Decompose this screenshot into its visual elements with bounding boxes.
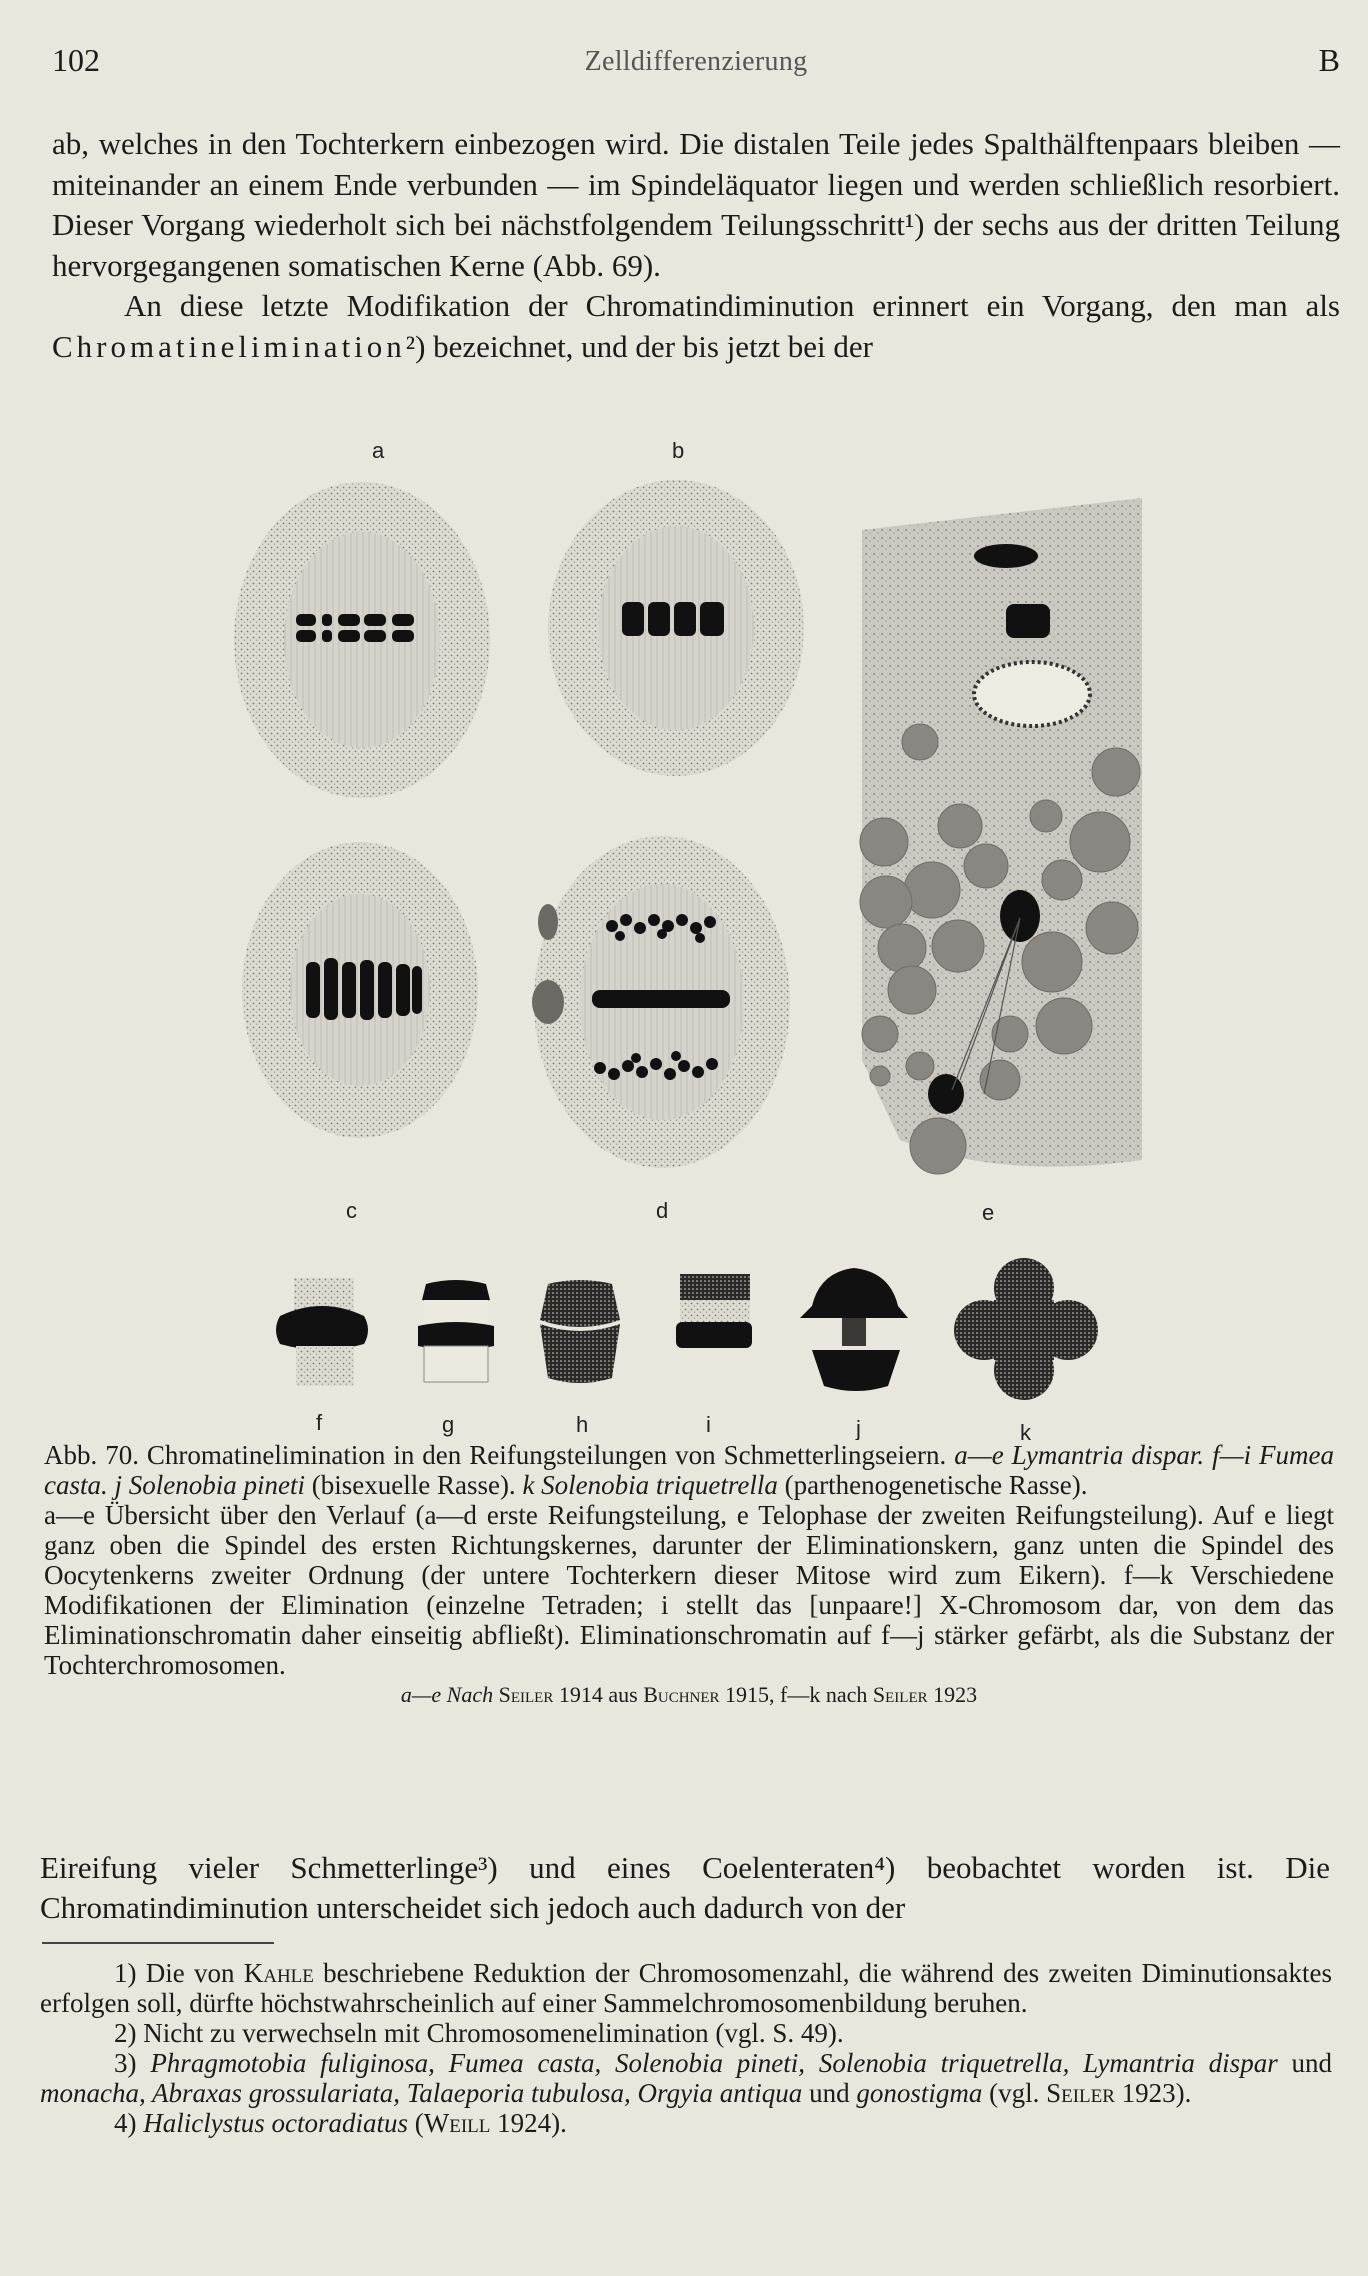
figure-label-f: f <box>316 1410 323 1435</box>
cell-a <box>234 482 490 798</box>
figure-label-a: a <box>372 438 385 463</box>
running-title: Zelldifferenzierung <box>584 46 808 77</box>
body-text <box>52 124 1340 367</box>
footnote-rule <box>42 1942 274 1944</box>
figure-label-b: b <box>672 438 685 463</box>
cell-f <box>276 1278 368 1386</box>
footnote-3: 3) Phragmotobia fuliginosa, Fumea casta, Solenobia pineti, Solenobia triquetrella, Lymantria dispar und monacha, Abraxas grossulariata, Talaeporia tubulosa, Orgyia antiqua und gonostigma (vgl. Seiler 1923). <box>40 2048 1333 2108</box>
cell-k <box>954 1258 1098 1400</box>
term-chromatinelimination: Chromatinelimination <box>52 328 406 364</box>
figure-label-i: i <box>706 1412 711 1437</box>
cell-c <box>242 842 478 1138</box>
page-number: 102 <box>52 42 100 78</box>
figure-label-e: e <box>982 1200 995 1225</box>
caption-title: Abb. 70. Chromatinelimination in den Reifungsteilungen von Schmetterlingseiern. a—e Lymantria dispar. f—i Fumea casta. j Solenobia pineti (bisexuelle Rasse). k Solenobia triquetrella (parthenogenetische Rasse). <box>44 1440 1335 1500</box>
figure-caption <box>44 1440 1334 1710</box>
figure-label-c: c <box>346 1198 357 1223</box>
figure-label-d: d <box>656 1198 669 1223</box>
figure-label-k: k <box>1020 1420 1031 1440</box>
cell-d <box>532 836 790 1168</box>
footnotes <box>40 1958 1332 2138</box>
figure-label-j: j <box>856 1416 861 1440</box>
section-letter: B <box>1318 42 1340 78</box>
paragraph-1: ab, welches in den Tochterkern einbezogen wird. Die distalen Teile jedes Spalthälftenpaars bleiben — miteinander an einem Ende verbunden — im Spindeläquator liegen und werden schließlich resorbiert. Dieser Vorgang wiederholt sich bei nächstfolgendem Teilungsschritt¹) der sechs aus der dritten Teilung hervorgegangenen somatischen Kerne (Abb. 69). <box>52 126 1340 283</box>
figure-label-g: g <box>442 1412 455 1437</box>
footnote-1: 1) Die von Kahle beschriebene Reduktion der Chromosomenzahl, die während des zweiten Diminutionsaktes erfolgen soll, dürfte höchstwahrscheinlich auf einer Sammelchromosomenbildung beruhen. <box>40 1958 1333 2018</box>
cell-i <box>676 1274 752 1348</box>
paragraph-2: An diese letzte Modifikation der Chromatindiminution erinnert ein Vorgang, den man als Chromatinelimination²) bezeichnet, und der bis jetzt bei der <box>52 288 1340 364</box>
footnote-4: 4) Haliclystus octoradiatus (Weill 1924). <box>114 2108 567 2138</box>
footnote-2: 2) Nicht zu verwechseln mit Chromosomenelimination (vgl. S. 49). <box>114 2018 844 2048</box>
figure-illustration <box>0 420 1368 1440</box>
cell-b <box>548 480 804 776</box>
figure-label-h: h <box>576 1412 589 1437</box>
cell-j <box>800 1268 908 1391</box>
cell-e <box>860 498 1142 1174</box>
caption-credit: a—e Nach Seiler 1914 aus Buchner 1915, f—k nach Seiler 1923 <box>400 1682 978 1707</box>
cell-g <box>418 1280 494 1382</box>
continuation-text: Eireifung vieler Schmetterlinge³) und eines Coelenteraten⁴) beobachtet worden ist. Die Chromatindiminution unterscheidet sich jedoch auch dadurch von der <box>40 1850 1330 1925</box>
page-header <box>52 42 1340 82</box>
cell-h <box>540 1280 620 1383</box>
figure-abb-70 <box>0 420 1368 1440</box>
caption-description: a—e Übersicht über den Verlauf (a—d erste Reifungsteilung, e Telophase der zweiten Reifungsteilung). Auf e liegt ganz oben die Spindel des ersten Richtungskernes, darunter der Eliminationskern, ganz unten die Spindel des Oocytenkerns zweiter Ordnung (der untere Tochterkern dieser Mitose wird zum Eikern). f—k Verschiedene Modifikationen der Elimination (einzelne Tetraden; i stellt das [unpaare!] X-Chromosom dar, von dem das Eliminationschromatin daher einseitig abfließt). Eliminationschromatin auf f—j stärker gefärbt, als die Substanz der Tochterchromosomen. <box>44 1500 1334 1680</box>
